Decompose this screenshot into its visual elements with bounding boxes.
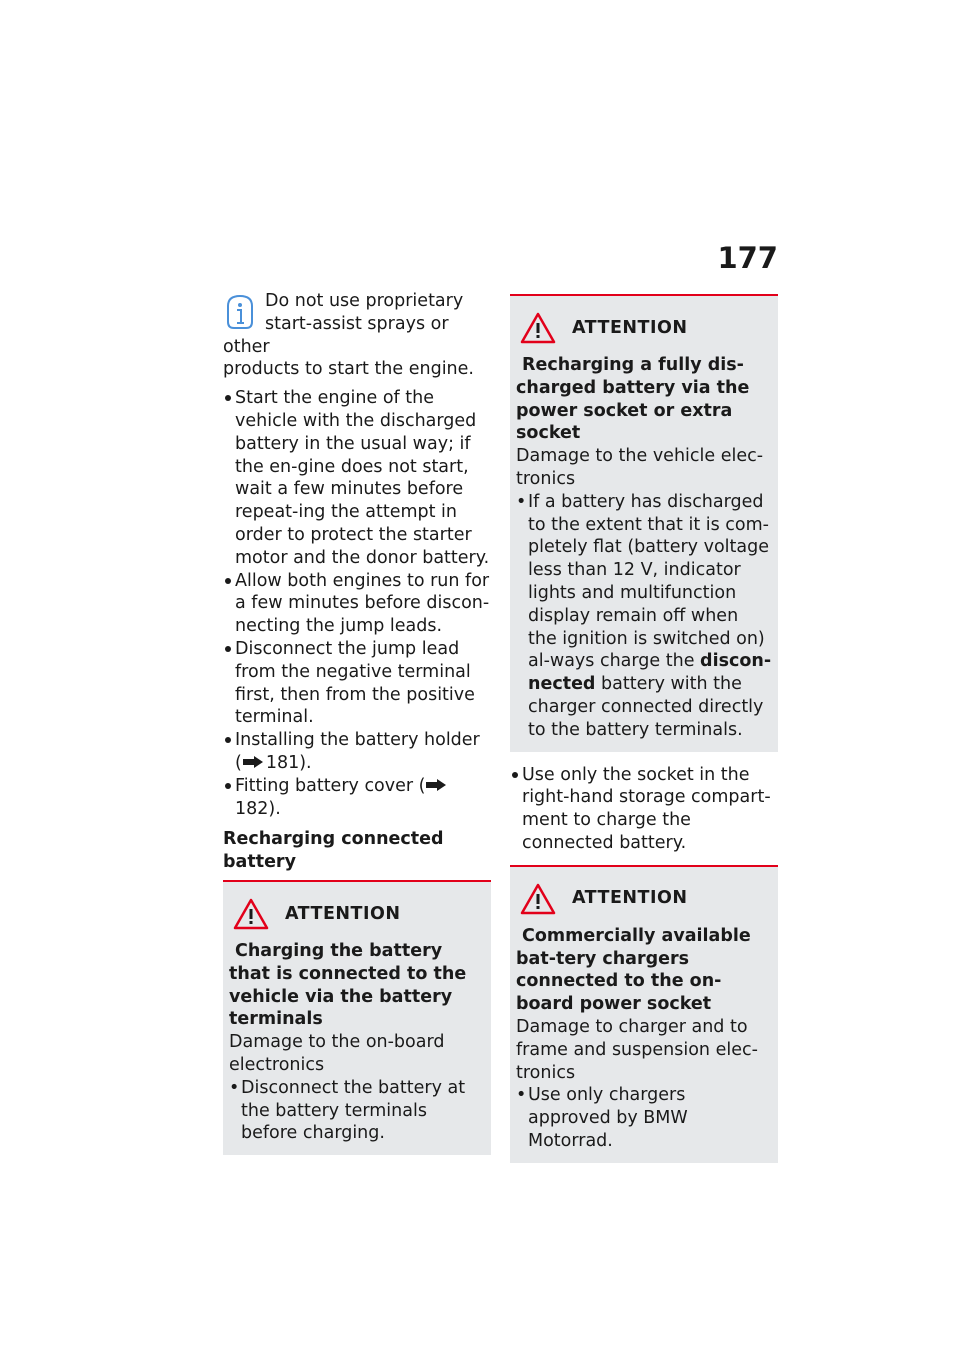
note-line-3: products to start the engine.: [223, 359, 474, 380]
steps-list-right: [510, 764, 778, 855]
list-item: Installing the battery holder ( 181).: [223, 729, 491, 775]
page-reference-arrow-icon: [242, 756, 264, 768]
note-line-2: start-assist sprays or other: [223, 313, 449, 357]
attention-consequence: Damage to charger and to frame and suspension elec-tronics: [516, 1016, 758, 1083]
warning-triangle-icon: [520, 312, 556, 344]
attention-consequence: Damage to the on-board electronics: [229, 1032, 445, 1075]
attention-subject: Commercially available bat-tery chargers connected to the on-board power socket: [516, 925, 751, 1015]
list-item: • Use only chargers approved by BMW Motorrad.: [516, 1084, 772, 1152]
step-install-text: Installing the battery holder: [235, 730, 480, 751]
page-reference-arrow-icon: [425, 779, 447, 791]
warning-triangle-icon: [233, 898, 269, 930]
step-cover-text: Fitting battery cover (: [235, 775, 426, 796]
attention-box-2: [510, 294, 778, 752]
right-column: [510, 294, 778, 1163]
attention-title: ATTENTION: [285, 903, 401, 924]
warning-triangle-icon: [520, 883, 556, 915]
section-heading: Recharging connected battery: [223, 828, 491, 882]
list-item: [223, 775, 491, 821]
page-ref[interactable]: 181).: [265, 752, 312, 773]
steps-list: [223, 387, 491, 820]
note-line-1: Do not use proprietary: [265, 291, 464, 311]
list-item: • If a battery has discharged to the extent that it is com-pletely flat (battery voltage less than 12 V, indicator lights and multifunction display remain off when the ignition is switched on) al-ways charge the discon-nected battery with the charger connected directly to the battery terminals.: [516, 491, 772, 742]
attention-header: [520, 308, 772, 348]
page-ref[interactable]: 182).: [235, 798, 281, 819]
attention-box-1: [223, 882, 491, 1155]
attention-title: ATTENTION: [572, 888, 688, 909]
attention-body: [229, 1031, 485, 1145]
page-number: 177: [717, 241, 778, 275]
attention-consequence: Damage to the vehicle elec-tronics: [516, 446, 764, 489]
list-item: Start the engine of the vehicle with the discharged battery in the usual way; if the en-gine does not start, wait a few minutes before repeat-ing the attempt in order to protect the starter motor and the donor battery.: [223, 387, 491, 569]
attention-header: [520, 879, 772, 919]
attention-subject: Recharging a fully dis-charged battery via the power socket or extra socket: [516, 355, 750, 444]
list-item: • Disconnect the battery at the battery terminals before charging.: [229, 1077, 485, 1145]
attention-body: [516, 1016, 772, 1153]
info-icon: [223, 292, 257, 332]
info-note: [223, 290, 491, 381]
attention-title: ATTENTION: [572, 317, 688, 338]
attention-subject: Charging the battery that is connected to the vehicle via the battery terminals: [229, 940, 467, 1030]
list-item: Allow both engines to run for a few minutes before discon-necting the jump leads.: [223, 570, 491, 638]
list-item: Disconnect the jump lead from the negative terminal first, then from the positive terminal.: [223, 638, 491, 729]
list-item: Use only the socket in the right-hand storage compart-ment to charge the connected battery.: [510, 764, 778, 855]
emphasis: discon-nected: [528, 651, 772, 695]
attention-box-3: [510, 865, 778, 1163]
attention-header: [233, 894, 485, 934]
attention-body: [516, 445, 772, 741]
left-column: [223, 290, 491, 1155]
